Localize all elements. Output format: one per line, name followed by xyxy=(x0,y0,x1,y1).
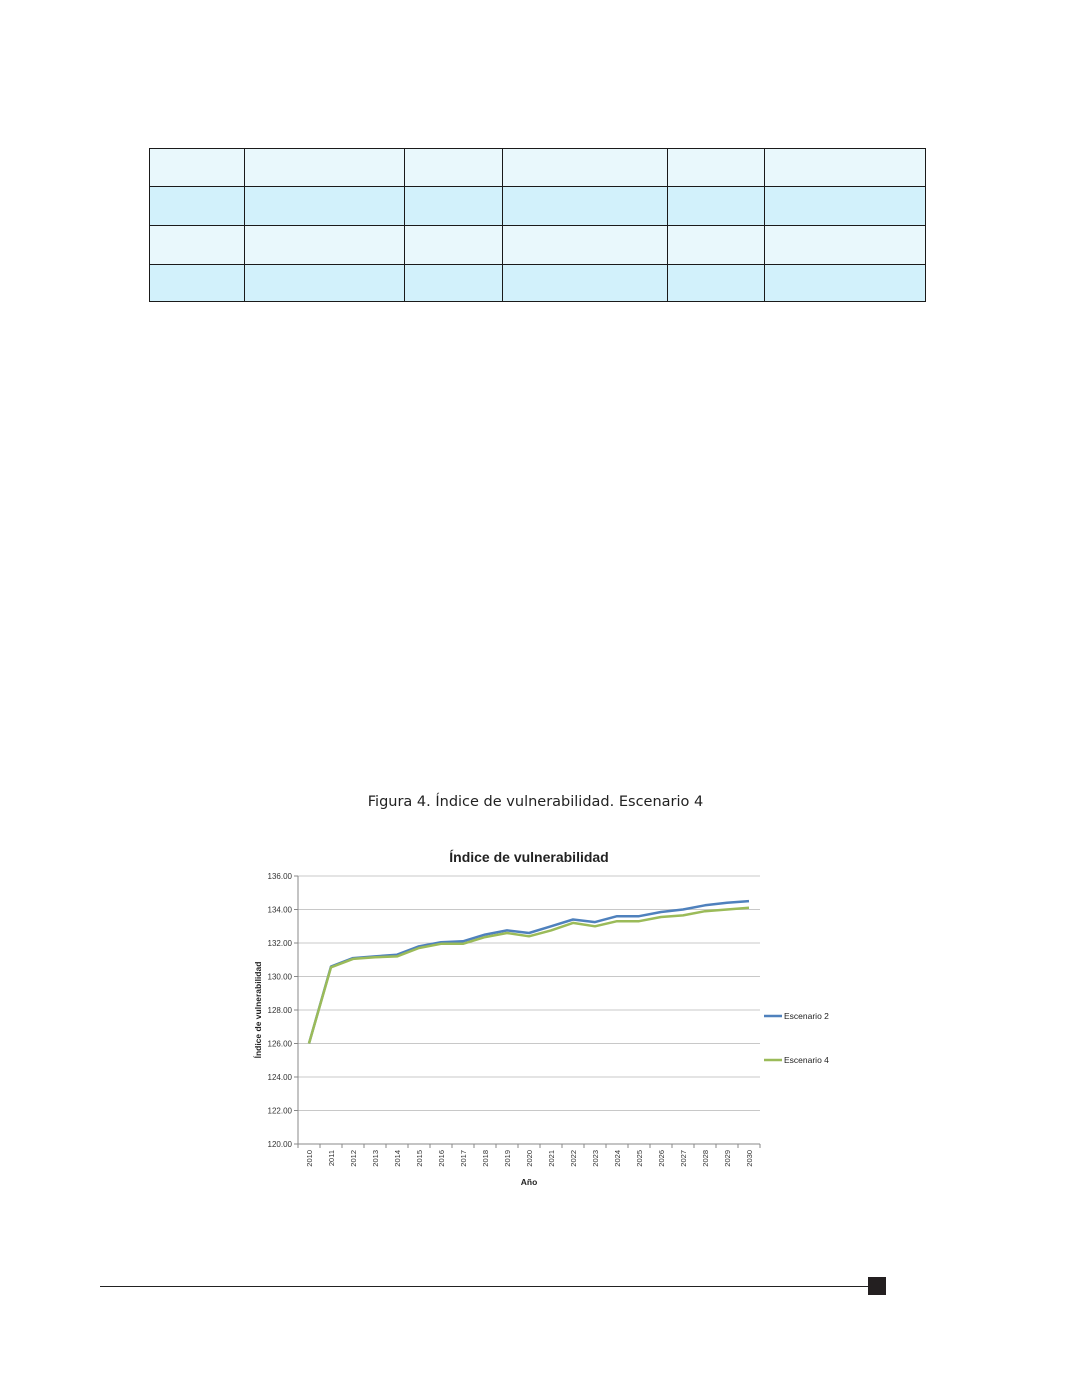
data-table xyxy=(149,148,926,302)
x-tick-label: 2020 xyxy=(525,1150,534,1167)
x-tick-label: 2016 xyxy=(437,1150,446,1167)
x-tick-label: 2027 xyxy=(679,1150,688,1167)
x-tick-label: 2015 xyxy=(415,1150,424,1167)
y-tick-label: 132.00 xyxy=(267,939,292,948)
table-row xyxy=(150,226,926,265)
x-axis-label: Año xyxy=(520,1177,538,1187)
line-chart xyxy=(248,838,848,1198)
table-cell xyxy=(245,265,405,302)
legend-label: Escenario 2 xyxy=(784,1011,829,1021)
x-tick-label: 2011 xyxy=(327,1150,336,1167)
table-cell xyxy=(503,149,668,187)
table-cell xyxy=(668,187,765,226)
table-cell xyxy=(245,149,405,187)
table-cell xyxy=(150,187,245,226)
series-line-escenario-4 xyxy=(309,908,749,1044)
table-cell xyxy=(150,149,245,187)
x-tick-label: 2019 xyxy=(503,1150,512,1167)
x-tick-label: 2029 xyxy=(723,1150,732,1167)
table-cell xyxy=(668,226,765,265)
y-tick-label: 134.00 xyxy=(267,905,292,915)
table-row xyxy=(150,265,926,302)
x-tick-label: 2028 xyxy=(701,1150,710,1167)
x-tick-label: 2026 xyxy=(657,1150,666,1167)
y-tick-label: 122.00 xyxy=(267,1106,292,1116)
table-cell xyxy=(245,187,405,226)
series-line-escenario-2 xyxy=(309,901,749,1043)
x-tick-label: 2030 xyxy=(745,1150,754,1167)
x-tick-label: 2014 xyxy=(393,1150,402,1167)
y-tick-label: 126.00 xyxy=(267,1039,292,1049)
footer-rule xyxy=(100,1286,870,1287)
x-tick-label: 2017 xyxy=(459,1150,468,1167)
figure-caption: Figura 4. Índice de vulnerabilidad. Escenario 4 xyxy=(367,794,704,810)
table-cell xyxy=(668,149,765,187)
x-tick-label: 2018 xyxy=(481,1150,490,1167)
table-cell xyxy=(245,226,405,265)
table-cell xyxy=(150,226,245,265)
table-row xyxy=(150,149,926,187)
x-tick-label: 2013 xyxy=(371,1150,380,1167)
chart-title: Índice de vulnerabilidad xyxy=(449,849,609,865)
table-cell xyxy=(765,187,926,226)
x-tick-label: 2023 xyxy=(591,1150,600,1167)
table-cell xyxy=(503,226,668,265)
table-cell xyxy=(503,265,668,302)
table-cell xyxy=(405,226,503,265)
y-tick-label: 136.00 xyxy=(267,872,292,881)
table-cell xyxy=(405,149,503,187)
table-cell xyxy=(765,265,926,302)
x-tick-label: 2024 xyxy=(613,1150,622,1167)
legend-label: Escenario 4 xyxy=(784,1055,829,1065)
table-row xyxy=(150,187,926,226)
table-cell xyxy=(668,265,765,302)
footer-square xyxy=(868,1277,886,1295)
y-axis-label: Índice de vulnerabilidad xyxy=(253,961,263,1059)
y-tick-label: 124.00 xyxy=(267,1073,292,1082)
y-tick-label: 128.00 xyxy=(267,1006,292,1015)
x-tick-label: 2025 xyxy=(635,1150,644,1167)
table-cell xyxy=(503,187,668,226)
x-tick-label: 2012 xyxy=(349,1150,358,1167)
table-cell xyxy=(150,265,245,302)
x-tick-label: 2010 xyxy=(305,1150,314,1167)
table-cell xyxy=(765,149,926,187)
table-cell xyxy=(405,187,503,226)
x-tick-label: 2022 xyxy=(569,1150,578,1167)
y-tick-label: 120.00 xyxy=(267,1140,292,1149)
table-cell xyxy=(765,226,926,265)
y-tick-label: 130.00 xyxy=(267,972,292,982)
x-tick-label: 2021 xyxy=(547,1150,556,1167)
table-cell xyxy=(405,265,503,302)
